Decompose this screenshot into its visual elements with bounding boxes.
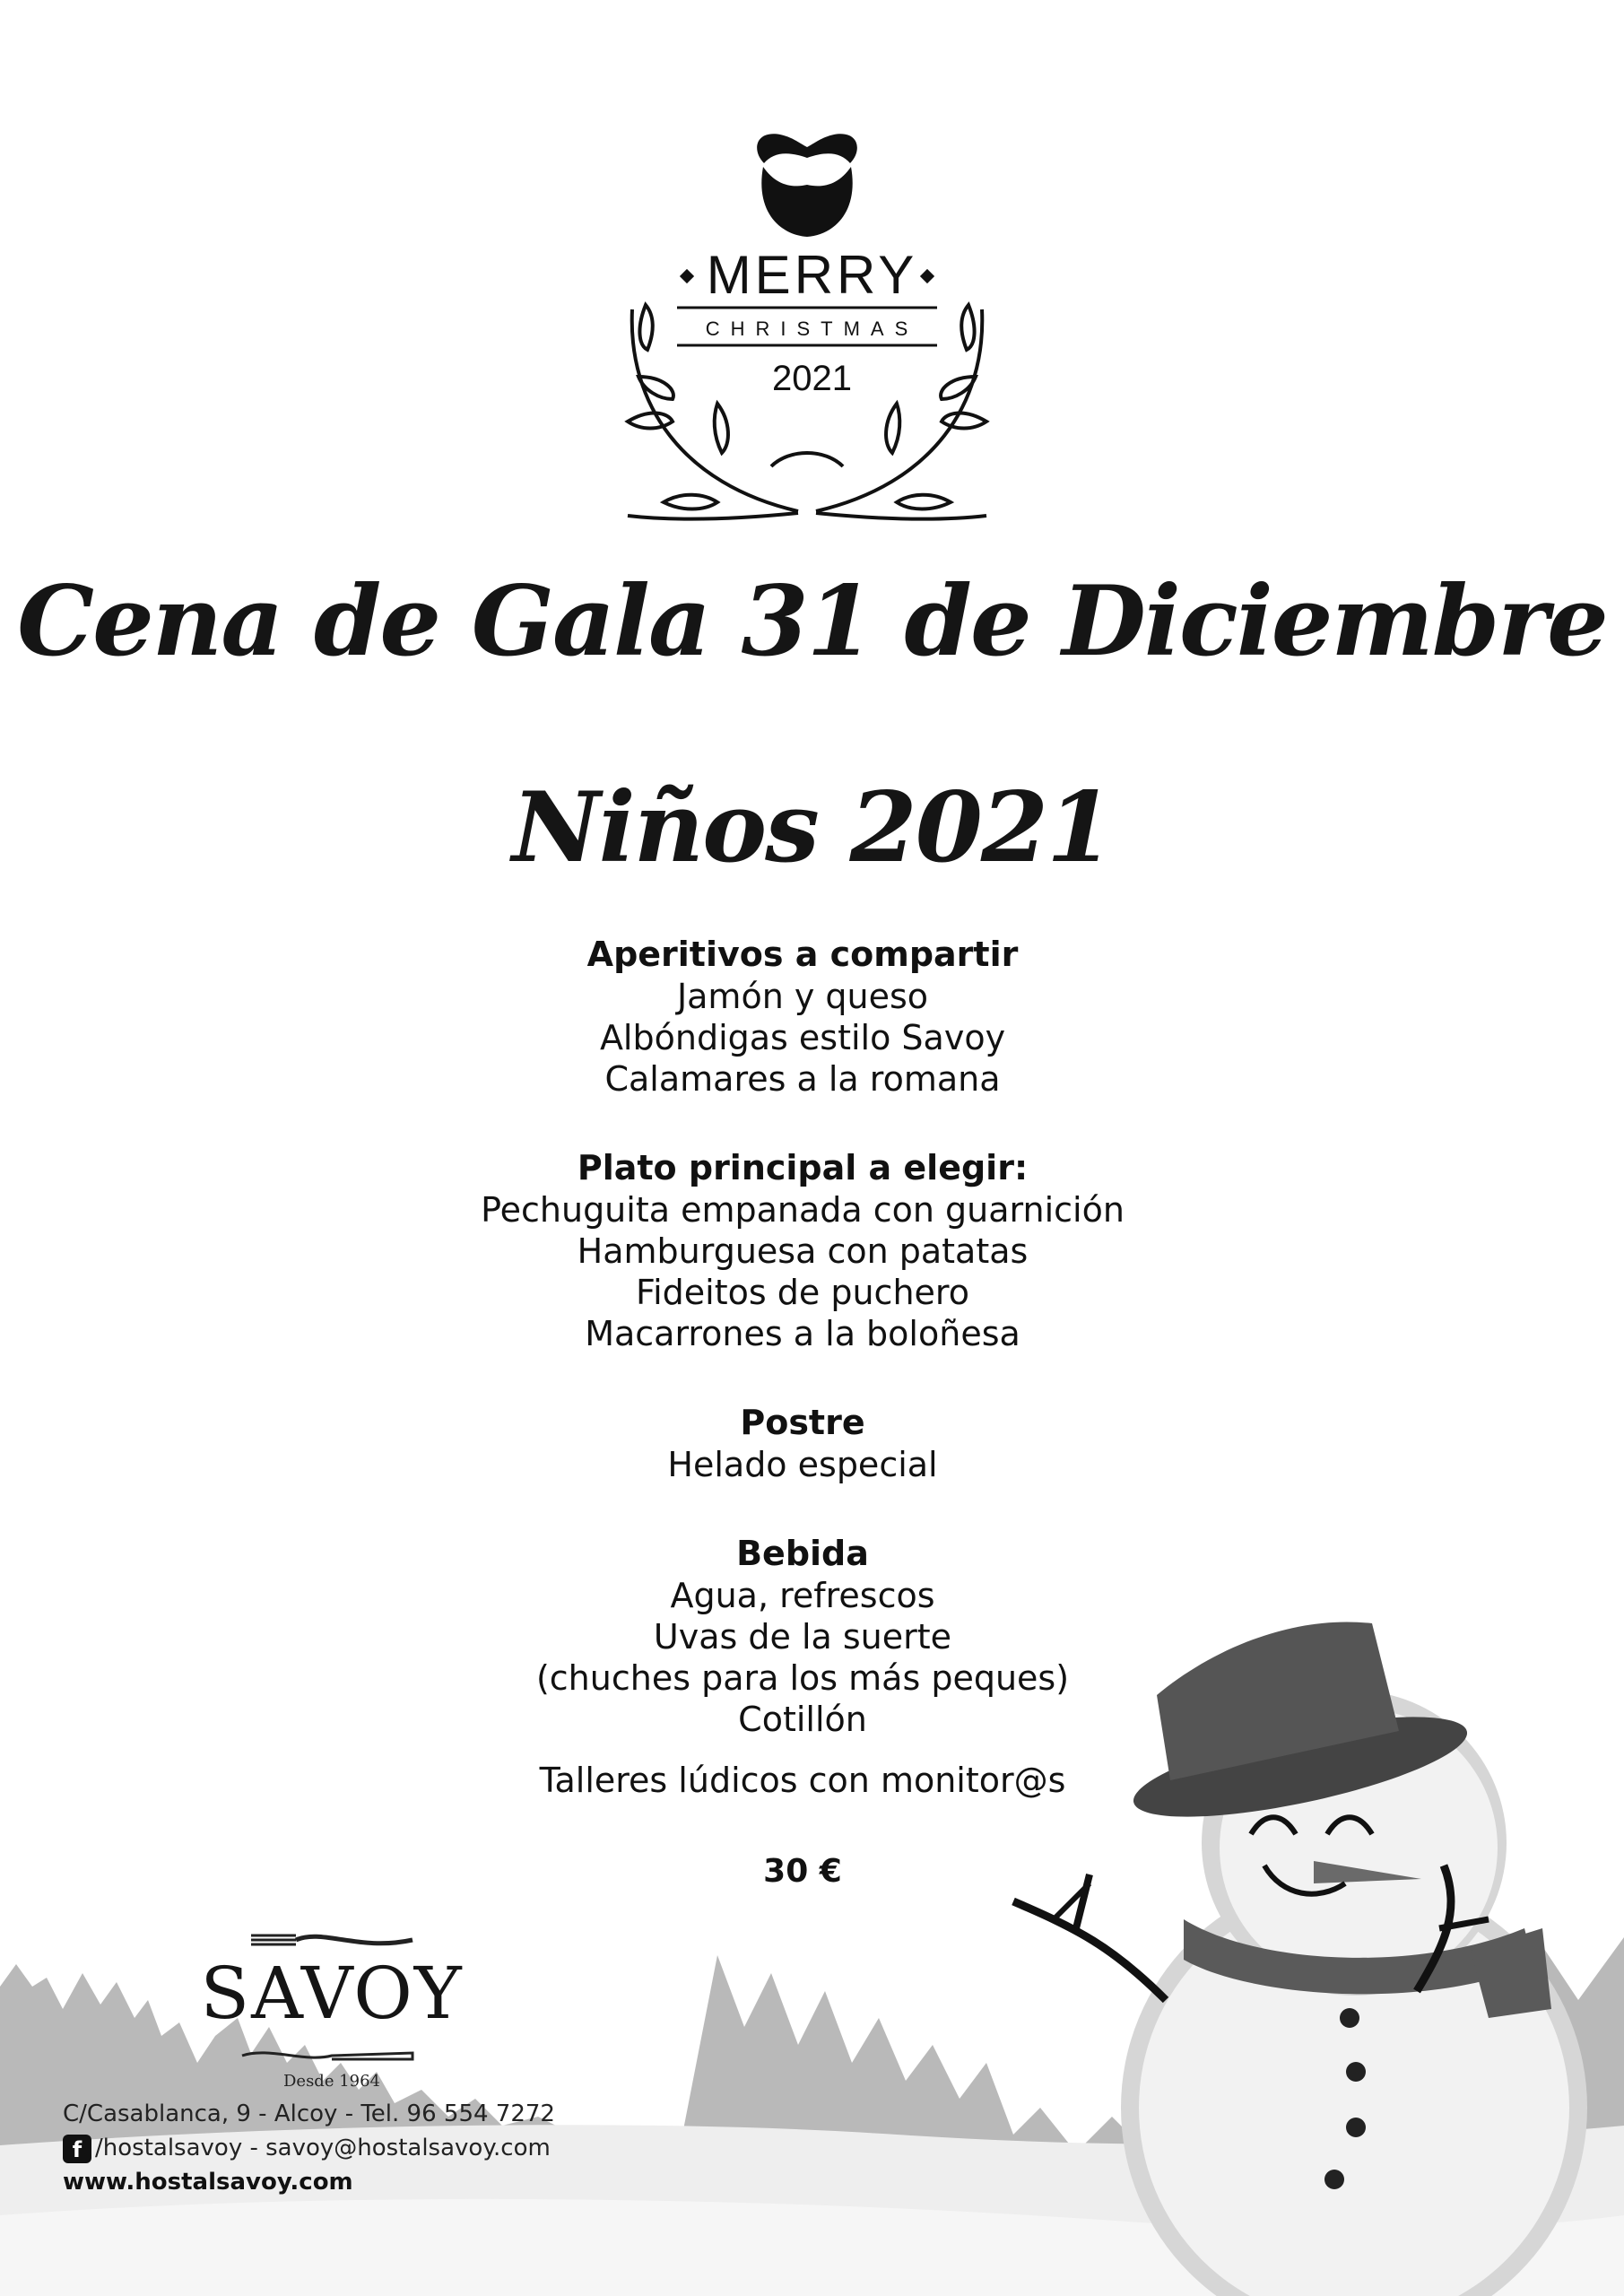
snowman-button [1346,2118,1366,2137]
menu [305,933,1300,1890]
fork-icon [251,1935,413,1944]
brand-name: SAVOY [200,1952,464,2035]
price: 30 € [763,1853,842,1890]
menu-item: Fideitos de puchero [636,1273,969,1312]
menu-item: Calamares a la romana [604,1059,1001,1099]
facebook-icon[interactable]: f [63,2135,91,2163]
menu-item: Jamón y queso [676,977,929,1016]
page-subtitle: Niños 2021 [511,771,1113,884]
section-heading: Postre [740,1403,865,1442]
snowman-button [1346,2062,1366,2082]
menu-item: Cotillón [738,1700,867,1739]
activities-note: Talleres lúdicos con monitor@s [539,1761,1066,1800]
menu-item: Pechuguita empanada con guarnición [481,1190,1125,1230]
beard-mustache-icon [757,134,857,237]
contact-block [63,2097,555,2199]
menu-item: Macarrones a la boloñesa [585,1314,1020,1353]
badge-christmas: CHRISTMAS [705,317,919,340]
menu-section-postre [305,1401,1300,1485]
brand-since: Desde 1964 [282,2072,381,2091]
menu-item: (chuches para los más peques) [535,1658,1070,1698]
contact-social [63,2131,555,2165]
section-heading: Bebida [736,1534,869,1573]
badge-merry: MERRY [706,245,918,305]
page-title: Cena de Gala 31 de Diciembre [17,565,1607,678]
snowman-arm-left [1013,1901,1166,2000]
contact-address: C/Casablanca, 9 - Alcoy - Tel. 96 554 7272 [63,2100,555,2127]
section-heading: Aperitivos a compartir [586,935,1019,974]
menu-section-aperitivos [305,933,1300,1100]
contact-social-text[interactable]: /hostalsavoy - savoy@hostalsavoy.com [95,2135,551,2161]
badge-year: 2021 [772,359,852,398]
contact-website[interactable]: www.hostalsavoy.com [63,2169,353,2196]
menu-item: Uvas de la suerte [653,1617,952,1657]
section-heading: Plato principal a elegir: [577,1148,1029,1187]
menu-item: Agua, refrescos [670,1576,935,1615]
menu-item: Albóndigas estilo Savoy [599,1018,1006,1057]
snowman-button [1324,2170,1344,2189]
menu-item: Hamburguesa con patatas [577,1231,1029,1271]
menu-item: Helado especial [667,1445,938,1484]
menu-section-bebida [305,1532,1300,1740]
menu-section-principal [305,1146,1300,1354]
snowman-button [1340,2008,1359,2028]
